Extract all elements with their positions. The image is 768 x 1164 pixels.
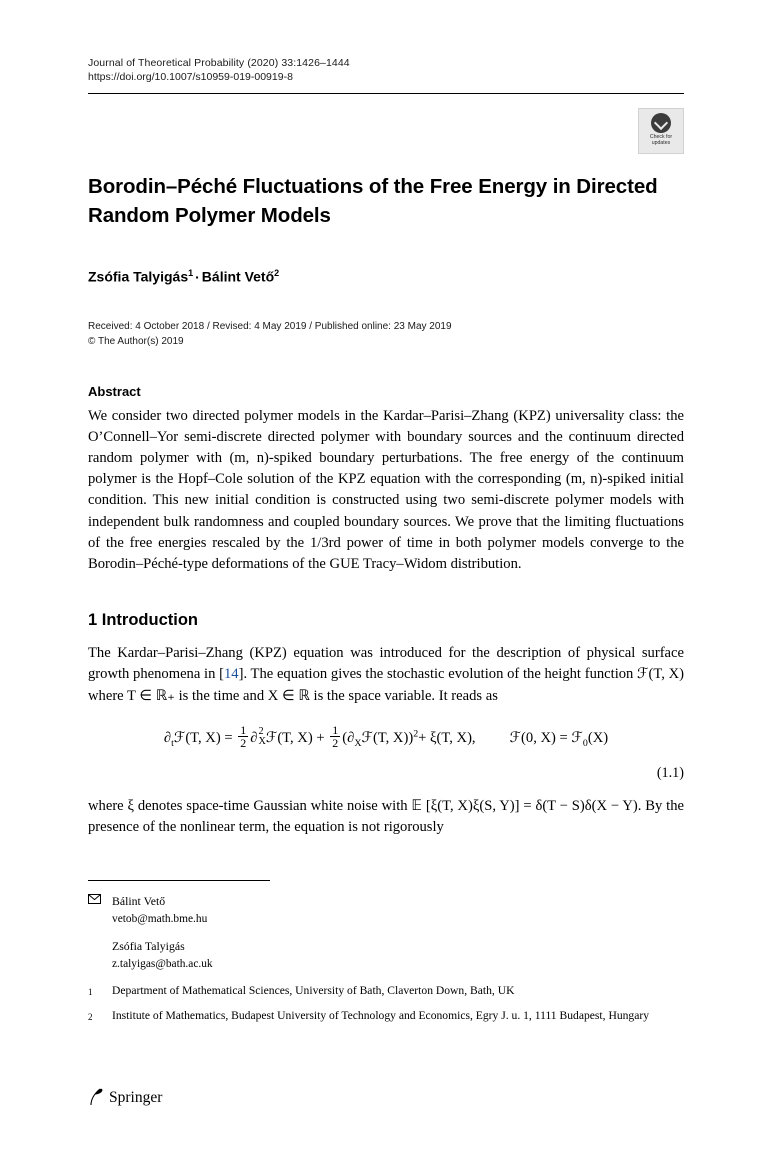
section-heading-introduction: 1 Introduction xyxy=(88,611,198,630)
equation-number: (1.1) xyxy=(656,764,684,781)
eq-term2-func: ℱ(T, X)) xyxy=(361,730,414,747)
intro-text-post: ]. The equation gives the stochastic evolution of the height function ℱ(T, X) where T ∈ ℝ₊ is the time and X ∈ ℝ is the space variable. It reads as xyxy=(88,666,684,704)
eq-frac2-num: 1 xyxy=(332,722,339,737)
eq-fraction-1 xyxy=(238,724,248,750)
publisher-logo xyxy=(88,1086,162,1107)
affiliation-text-1: Department of Mathematical Sciences, University of Bath, Claverton Down, Bath, UK xyxy=(112,984,515,997)
corresponding-author-block xyxy=(88,893,688,927)
doi-link[interactable]: https://doi.org/10.1007/s10959-019-00919-8 xyxy=(88,71,293,83)
publisher-name: Springer xyxy=(109,1089,163,1106)
page-title: Borodin–Péché Fluctuations of the Free Energy in Directed Random Polymer Models xyxy=(88,175,658,227)
springer-logo-icon xyxy=(88,1086,105,1106)
affiliation-row-1 xyxy=(88,983,688,1000)
eq-term1: ∂ xyxy=(250,730,258,747)
intro-paragraph-2: where ξ denotes space-time Gaussian white noise with 𝔼 [ξ(T, X)ξ(S, Y)] = δ(T − S)δ(X − Y). By the presence of the nonlinear term, the equation is not rigorously xyxy=(88,797,684,836)
publication-history: Received: 4 October 2018 / Revised: 4 May 2019 / Published online: 23 May 2019 xyxy=(88,320,452,332)
second-author-name-row xyxy=(88,938,688,954)
copyright-line: © The Author(s) 2019 xyxy=(88,335,184,347)
intro-text-pre: The Kardar–Parisi–Zhang (KPZ) equation was introduced for the description of physical surface growth phenomena in [ xyxy=(88,645,684,683)
abstract-heading: Abstract xyxy=(88,383,141,399)
footnote-divider xyxy=(88,880,270,881)
envelope-icon xyxy=(88,893,112,909)
footnote-indent xyxy=(88,956,112,972)
crossmark-badge[interactable] xyxy=(638,108,684,154)
header-divider xyxy=(88,93,684,94)
paper-content xyxy=(88,56,684,838)
eq-term1-script xyxy=(258,727,265,746)
affiliation-mark-1: 1 xyxy=(88,987,93,997)
author-separator: · xyxy=(195,268,200,285)
journal-reference: Journal of Theoretical Probability (2020) 33:1426–1444 xyxy=(88,57,350,69)
author-affil-mark-1: 1 xyxy=(188,268,194,278)
eq-term4-end: (X) xyxy=(587,730,609,747)
eq-term2-sub: X xyxy=(354,737,362,749)
corresponding-author-email[interactable]: vetob@math.bme.hu xyxy=(112,913,208,925)
author-name-1: Zsófia Talyigás xyxy=(88,268,189,285)
display-equation-1-1 xyxy=(88,724,684,783)
eq-frac1-num: 1 xyxy=(240,722,247,737)
eq-fraction-2 xyxy=(330,724,340,750)
author-list xyxy=(88,263,684,287)
corresponding-author-email-row xyxy=(88,911,688,927)
crossmark-line2: updates xyxy=(651,140,671,146)
eq-term1-sup: 2 xyxy=(258,725,264,737)
eq-frac2-den: 2 xyxy=(332,736,339,751)
eq-lhs-sub: t xyxy=(171,737,174,749)
second-author-email[interactable]: z.talyigas@bath.ac.uk xyxy=(112,958,213,970)
eq-term4-sub: 0 xyxy=(582,737,588,749)
eq-term2-sup: 2 xyxy=(413,728,419,740)
affiliation-mark-2: 2 xyxy=(88,1012,93,1022)
citation-link-14[interactable]: 14 xyxy=(223,666,239,683)
affiliation-row-2 xyxy=(88,1008,688,1025)
eq-term4: ℱ(0, X) = ℱ xyxy=(509,730,583,747)
footnote-block xyxy=(88,893,688,1027)
author-name-2: Bálint Vető xyxy=(201,268,275,285)
author-affil-mark-2: 2 xyxy=(274,268,280,278)
second-author-block xyxy=(88,938,688,972)
footnote-indent xyxy=(88,911,112,927)
corresponding-author-name: Bálint Vető xyxy=(112,894,166,908)
abstract-text: We consider two directed polymer models in the Kardar–Parisi–Zhang (KPZ) universality class: the O’Connell–Yor semi-discrete directed polymer with boundary sources and the continuum directed random polymer with (m, n)-spiked boundary perturbations. The free energy of the continuum polymer is the Hopf–Cole solution of the KPZ equation with the corresponding (m, n)-spiked initial condition. This new initial condition is constructed using two semi-discrete polymer models with independent bulk randomness and coupled boundary sources. We prove that the limiting fluctuations of the free energies rescaled by the 1/3rd power of time in both polymer models converge to the Borodin–Péché-type deformations of the GUE Tracy–Widom distribution. xyxy=(88,407,684,573)
eq-term1-sub: X xyxy=(258,735,266,747)
eq-lhs-op: ∂ xyxy=(163,730,172,747)
affiliation-text-2: Institute of Mathematics, Budapest University of Technology and Economics, Egry J. u. 1, 1111 Budapest, Hungary xyxy=(112,1009,650,1022)
check-circle-icon xyxy=(651,113,671,133)
equation-body xyxy=(164,724,608,754)
eq-lhs-func: ℱ(T, X) = xyxy=(173,730,233,747)
footnote-indent xyxy=(88,938,112,954)
eq-term1-func: ℱ(T, X) + xyxy=(265,730,325,747)
eq-frac1-den: 2 xyxy=(240,736,247,751)
second-author-email-row xyxy=(88,956,688,972)
eq-term3: + ξ(T, X), xyxy=(418,730,476,747)
corresponding-author-name-row xyxy=(88,893,688,909)
intro-paragraph-1 xyxy=(88,643,684,707)
crossmark-line1: Check for xyxy=(649,134,673,140)
second-author-name: Zsófia Talyigás xyxy=(112,939,185,953)
eq-term2: (∂ xyxy=(342,730,355,747)
